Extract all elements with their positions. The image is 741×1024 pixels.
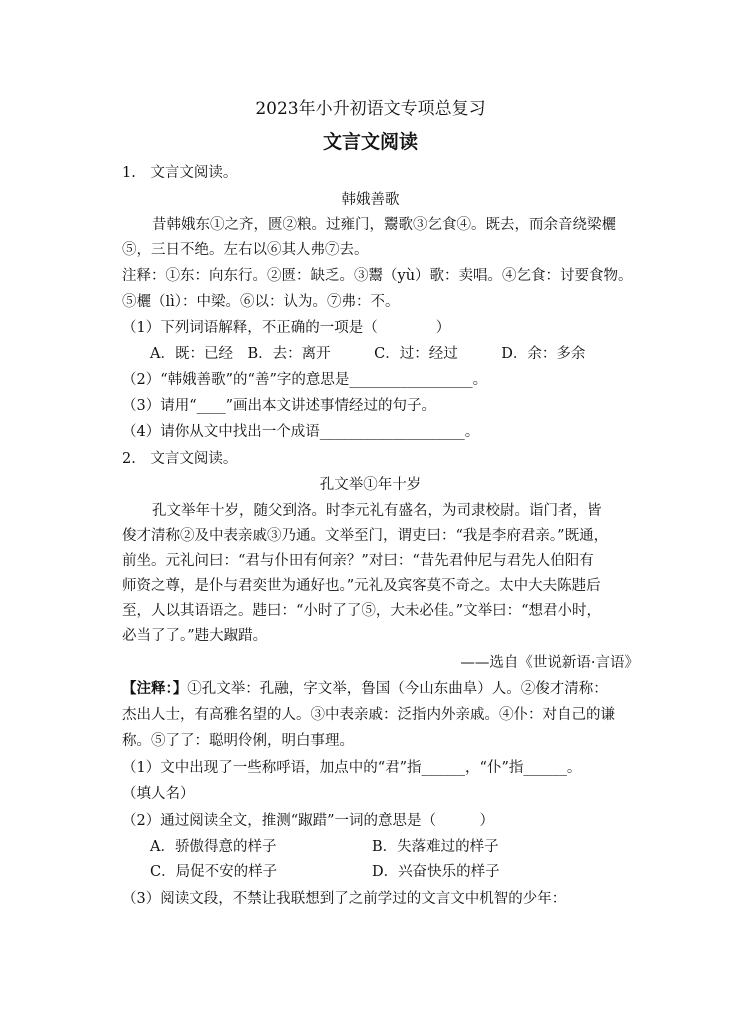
q1-passage-line: 昔韩娥东①之齐，匮②粮。过雍门，鬻歌③乞食④。既去，而余音绕梁欐 [152,217,616,233]
q1-note-line: ⑤欐（lì）：中梁。⑥以：认为。⑦弗：不。 [122,294,400,310]
q2-passage-line: 前坐。元礼问曰：“君与仆田有何亲？”对曰：“昔先君仲尼与君先人伯阳有 [122,553,594,569]
document-subtitle: 文言文阅读 [322,131,418,153]
q2-notes-line [122,679,608,699]
q1-question-2: （2）“韩娥善歌”的“善”字的意思是_________________。 [122,372,488,388]
q2-notes-label: 【注释：】 [122,680,188,697]
q2-option-c: C．局促不安的样子 [150,864,278,880]
q2-option-b: B．失落难过的样子 [372,839,499,855]
q2-question-1: （1）文中出现了一些称呼语，加点中的“君”指______，“仆”指______。 [122,760,582,776]
q2-note-line: 杰出人士，有高雅名望的人。③中表亲戚：泛指内外亲戚。④仆：对自己的谦 [122,707,615,723]
q2-passage-title: 孔文举①年十岁 [319,477,422,493]
q2-note-line: 称。⑤了了：聪明伶俐，明白事理。 [122,733,354,749]
q2-passage-line: 必当了了。”韪大踧踖。 [122,628,268,644]
q2-passage-line: 至，人以其语语之。韪曰：“小时了了⑤，大未必佳。”文举曰：“想君小时， [122,603,601,619]
q1-question-1: （1）下列词语解释，不正确的一项是（ ） [122,320,451,336]
document-title: 2023年小升初语文专项总复习 [255,99,486,119]
q2-note-text: ①孔文举：孔融，字文举，鲁国（今山东曲阜）人。②俊才清称： [187,681,608,697]
q2-option-a: A．骄傲得意的样子 [150,839,277,855]
q1-question-1-options: A．既：已经 B．去：离开 C．过：经过 D．余：多余 [150,346,586,362]
q2-passage-line: 师资之尊，是仆与君奕世为通好也。”元礼及宾客莫不奇之。太中大夫陈韪后 [122,578,601,594]
q2-passage-line: 俊才清称②及中表亲戚③乃通。文举至门，谓吏曰：“我是李府君亲。”既通， [122,528,609,544]
q2-question-3: （3）阅读文段，不禁让我联想到了之前学过的文言文中机智的少年： [122,891,567,907]
q1-heading: 1. 文言文阅读。 [122,165,238,181]
q1-question-4: （4）请你从文中找出一个成语____________________。 [122,424,480,440]
q1-note-line: 注释：①东：向东行。②匮：缺乏。③鬻（yù）歌：卖唱。④乞食：讨要食物。 [122,268,633,284]
q1-question-3: （3）请用“____”画出本文讲述事情经过的句子。 [122,398,437,414]
q2-question-2: （2）通过阅读全文，推测“踧踖”一词的意思是（ ） [122,813,495,829]
q1-passage-line: ⑤，三日不绝。左右以⑥其人弗⑦去。 [122,242,369,258]
q2-option-d: D．兴奋快乐的样子 [372,864,500,880]
q2-heading: 2. 文言文阅读。 [122,451,238,467]
q1-passage-title: 韩娥善歌 [341,192,400,208]
q2-question-1-note: （填人名） [122,786,195,802]
q2-source: ——选自《世说新语·言语》 [460,655,639,671]
q2-passage-line: 孔文举年十岁，随父到洛。时李元礼有盛名，为司隶校尉。诣门者，皆 [152,503,602,519]
